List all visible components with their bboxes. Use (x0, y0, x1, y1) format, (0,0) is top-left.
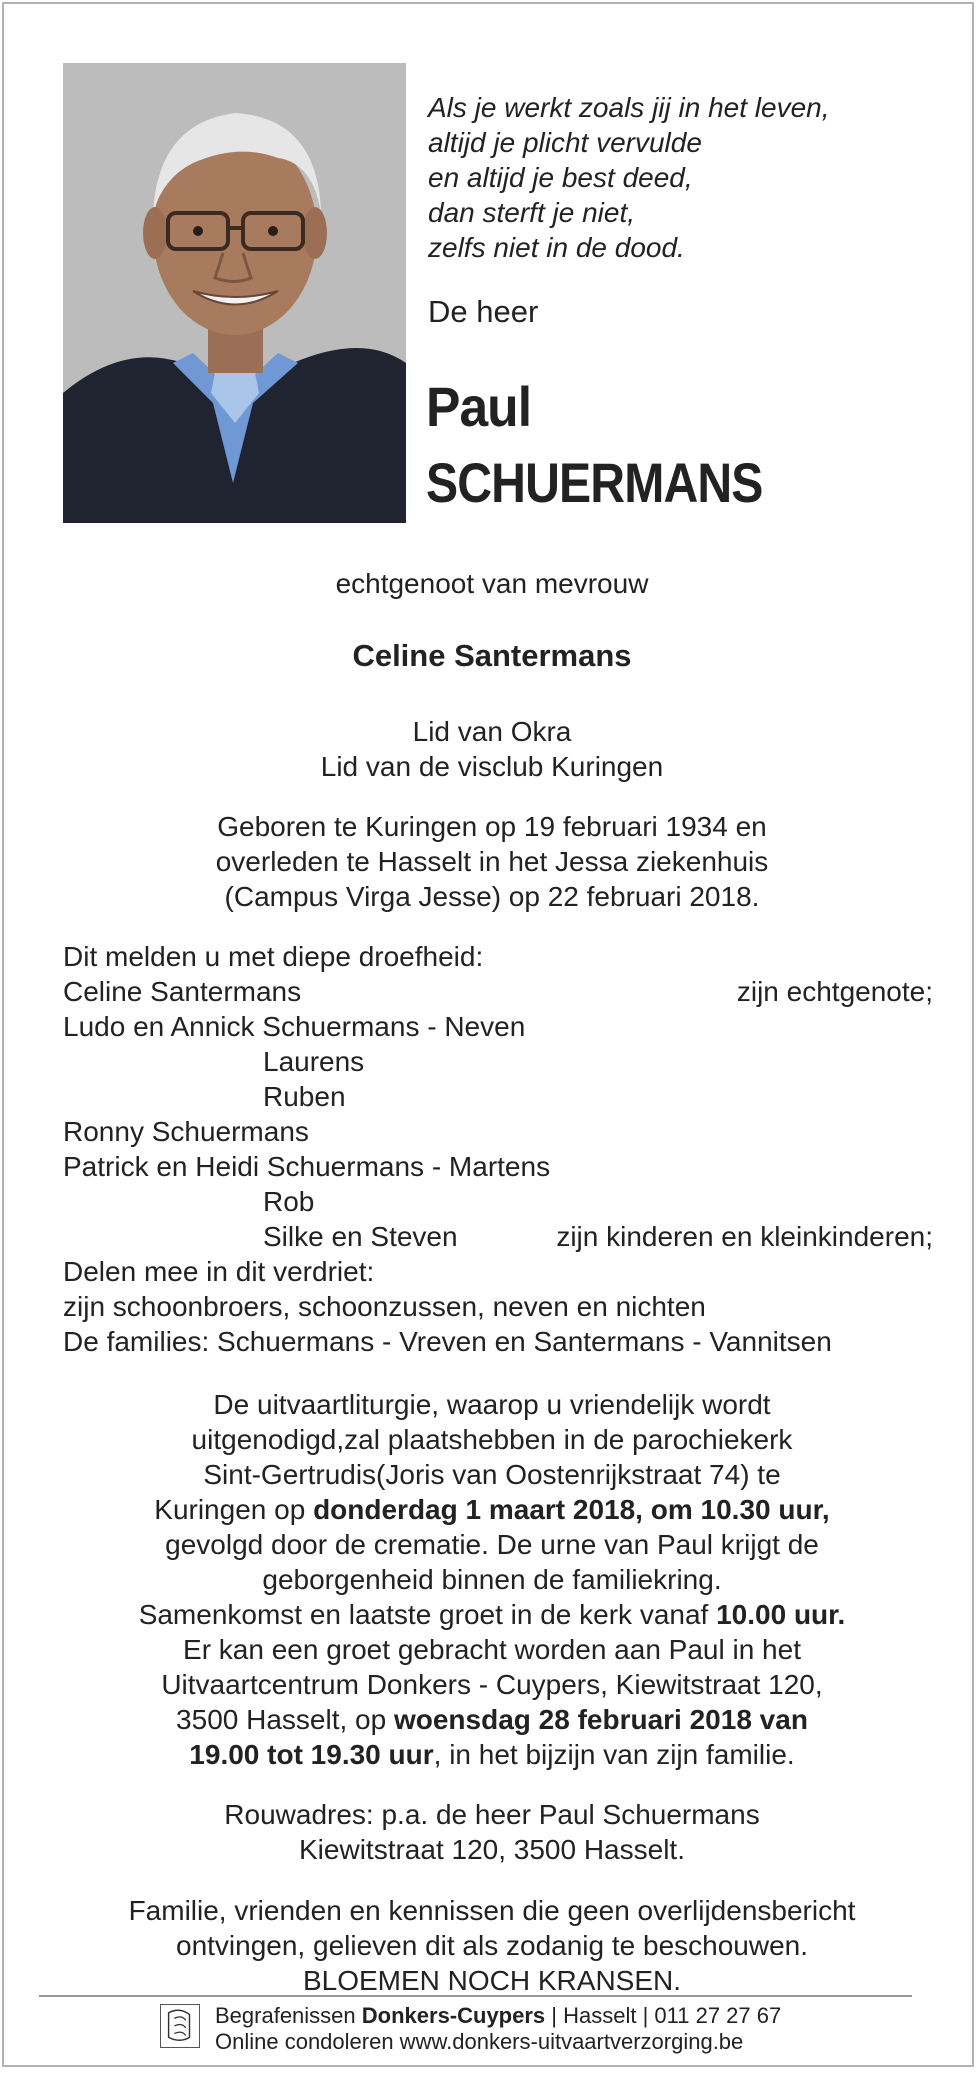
list-item (63, 1184, 933, 1219)
mourner-relation: zijn echtgenote; (736, 976, 933, 1007)
visitation-date: woensdag 28 februari 2018 van (393, 1704, 808, 1735)
detail-line (4, 1492, 980, 1527)
closing-line: BLOEMEN NOCH KRANSEN. (302, 1965, 682, 1996)
spouse-label: echtgenoot van mevrouw (335, 568, 649, 599)
funeral-details (4, 1387, 980, 1772)
poem-line: zelfs niet in de dood. (428, 232, 685, 263)
detail-line: Er kan een groet gebracht worden aan Paul in het (183, 1634, 801, 1665)
list-item (63, 1079, 933, 1114)
company-name: Donkers-Cuypers (361, 2003, 546, 2028)
deceased-last-name: SCHUERMANS (426, 451, 763, 514)
list-item: Patrick en Heidi Schuermans - Martens (63, 1151, 551, 1182)
mourner-name: Celine Santermans (63, 976, 302, 1007)
detail-line (4, 1737, 980, 1772)
detail-text: 3500 Hasselt, op (176, 1704, 394, 1735)
death-line: (Campus Virga Jesse) op 22 februari 2018. (224, 881, 760, 912)
detail-line: gevolgd door de crematie. De urne van Paul krijgt de (165, 1529, 819, 1560)
closing-notice (4, 1893, 980, 1998)
list-item: Ronny Schuermans (63, 1116, 309, 1147)
membership-line: Lid van Okra (412, 716, 572, 747)
funeral-home-logo-icon (160, 2004, 200, 2048)
footer-contact (215, 2003, 781, 2029)
portrait-photo (63, 63, 406, 523)
poem-line: Als je werkt zoals jij in het leven, (428, 92, 830, 123)
membership-line: Lid van de visclub Kuringen (320, 751, 664, 782)
poem-line: altijd je plicht vervulde (428, 127, 702, 158)
detail-line (4, 1702, 980, 1737)
poem (428, 90, 948, 265)
mourner-relation: zijn kinderen en kleinkinderen; (556, 1221, 933, 1252)
poem-line: dan sterft je niet, (428, 197, 636, 228)
footer-prefix: Begrafenissen (215, 2003, 362, 2028)
list-item: Ludo en Annick Schuermans - Neven (63, 1011, 526, 1042)
spouse-name: Celine Santermans (352, 638, 632, 673)
list-item: Delen mee in dit verdriet: (63, 1256, 375, 1287)
detail-line (4, 1597, 980, 1632)
memberships (4, 714, 980, 784)
mourner-name: Rob (263, 1186, 315, 1217)
online-condolences-link[interactable]: Online condoleren www.donkers-uitvaartverzorging.be (215, 2029, 744, 2054)
address-line: Kiewitstraat 120, 3500 Hasselt. (299, 1834, 685, 1865)
closing-line: Familie, vrienden en kennissen die geen overlijdensbericht (128, 1895, 856, 1926)
footer-contact-info: | Hasselt | 011 27 27 67 (545, 2003, 782, 2028)
obituary-card (2, 2, 974, 2067)
list-item (63, 1219, 933, 1254)
list-item (63, 1044, 933, 1079)
deceased-first-name: Paul (426, 375, 532, 438)
detail-line: De uitvaartliturgie, waarop u vriendelijk wordt (213, 1389, 771, 1420)
footer (215, 2003, 781, 2055)
mourner-name: Ruben (263, 1081, 346, 1112)
detail-line: Sint-Gertrudis(Joris van Oostenrijkstraat 74) te (203, 1459, 781, 1490)
detail-text: Kuringen op (154, 1494, 314, 1525)
honorific: De heer (428, 294, 539, 329)
poem-line: en altijd je best deed, (428, 162, 693, 193)
mourners-list (63, 939, 933, 1359)
detail-line: uitgenodigd,zal plaatshebben in de parochiekerk (191, 1424, 793, 1455)
mourner-name: Laurens (263, 1046, 365, 1077)
visitation-time: 19.00 tot 19.30 uur (189, 1739, 434, 1770)
mourners-intro: Dit melden u met diepe droefheid: (63, 941, 484, 972)
detail-line: Uitvaartcentrum Donkers - Cuypers, Kiewitstraat 120, (161, 1669, 823, 1700)
birth-death-info (4, 809, 980, 914)
gathering-time: 10.00 uur. (716, 1599, 846, 1630)
list-item (63, 974, 933, 1009)
mourning-address (4, 1797, 980, 1867)
closing-line: ontvingen, gelieven dit als zodanig te beschouwen. (176, 1930, 808, 1961)
detail-text: Samenkomst en laatste groet in de kerk vanaf (138, 1599, 717, 1630)
funeral-date: donderdag 1 maart 2018, om 10.30 uur, (313, 1494, 830, 1525)
detail-text: , in het bijzijn van zijn familie. (433, 1739, 795, 1770)
address-line: Rouwadres: p.a. de heer Paul Schuermans (224, 1799, 760, 1830)
death-line: overleden te Hasselt in het Jessa ziekenhuis (215, 846, 769, 877)
list-item: zijn schoonbroers, schoonzussen, neven en nichten (63, 1291, 706, 1322)
list-item: De families: Schuermans - Vreven en Santermans - Vannitsen (63, 1326, 832, 1357)
detail-line: geborgenheid binnen de familiekring. (262, 1564, 722, 1595)
mourner-name: Silke en Steven (263, 1221, 458, 1252)
birth-line: Geboren te Kuringen op 19 februari 1934 en (217, 811, 767, 842)
footer-divider (39, 1995, 912, 1997)
